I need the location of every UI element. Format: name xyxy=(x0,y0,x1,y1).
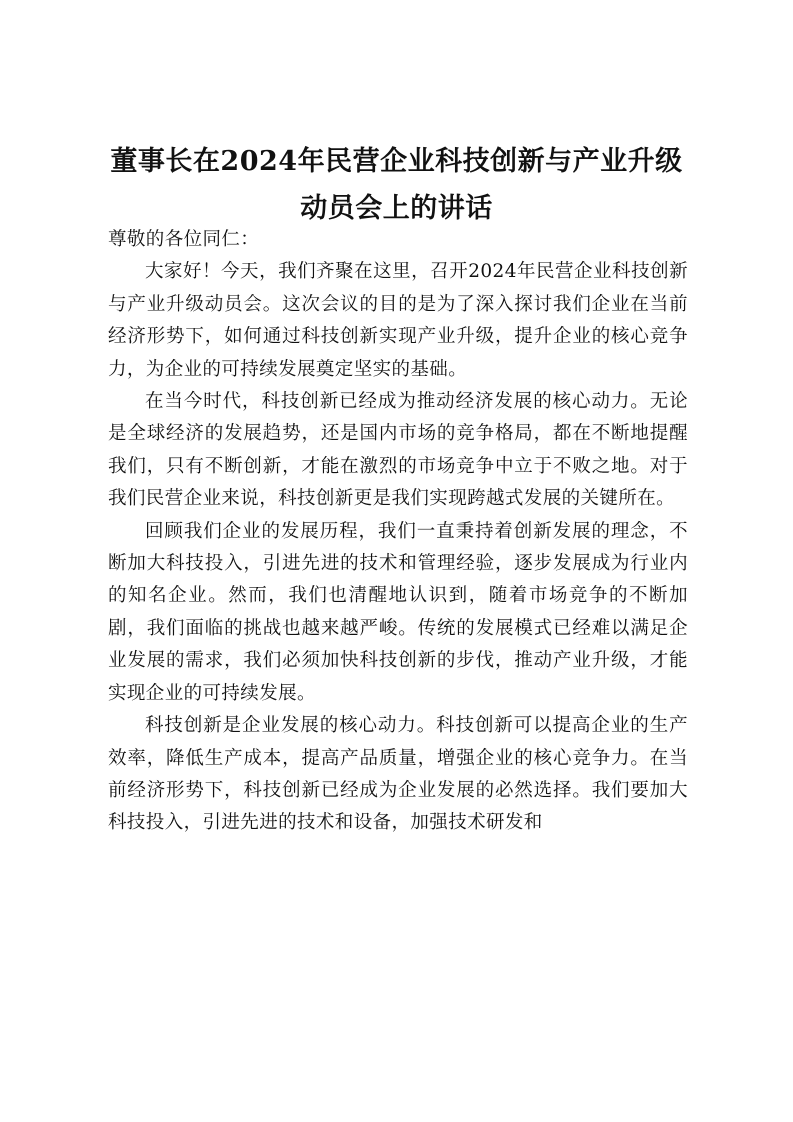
paragraph-2: 在当今时代，科技创新已经成为推动经济发展的核心动力。无论是全球经济的发展趋势，还是国内市场的竞争格局，都在不断地提醒我们，只有不断创新，才能在激烈的市场竞争中立于不败之地。对于我们民营企业来说，科技创新更是我们实现跨越式发展的关键所在。 xyxy=(108,391,688,510)
paragraph-3: 回顾我们企业的发展历程，我们一直秉持着创新发展的理念，不断加大科技投入，引进先进的技术和管理经验，逐步发展成为行业内的知名企业。然而，我们也清醒地认识到，随着市场竞争的不断加剧，我们面临的挑战也越来越严峻。传统的发展模式已经难以满足企业发展的需求，我们必须加快科技创新的步伐，推动产业升级，才能实现企业的可持续发展。 xyxy=(108,520,688,704)
salutation: 尊敬的各位同仁： xyxy=(108,229,260,250)
paragraph-1: 大家好！今天，我们齐聚在这里，召开2024年民营企业科技创新与产业升级动员会。这次会议的目的是为了深入探讨我们企业在当前经济形势下，如何通过科技创新实现产业升级，提升企业的核心竞争力，为企业的可持续发展奠定坚实的基础。 xyxy=(108,261,688,380)
document-body xyxy=(108,224,688,840)
paragraph-4: 科技创新是企业发展的核心动力。科技创新可以提高企业的生产效率，降低生产成本，提高产品质量，增强企业的核心竞争力。在当前经济形势下，科技创新已经成为企业发展的必然选择。我们要加大科技投入，引进先进的技术和设备，加强技术研发和 xyxy=(108,715,688,834)
document-title: 董事长在2024年民营企业科技创新与产业升级动员会上的讲话 xyxy=(110,146,683,224)
